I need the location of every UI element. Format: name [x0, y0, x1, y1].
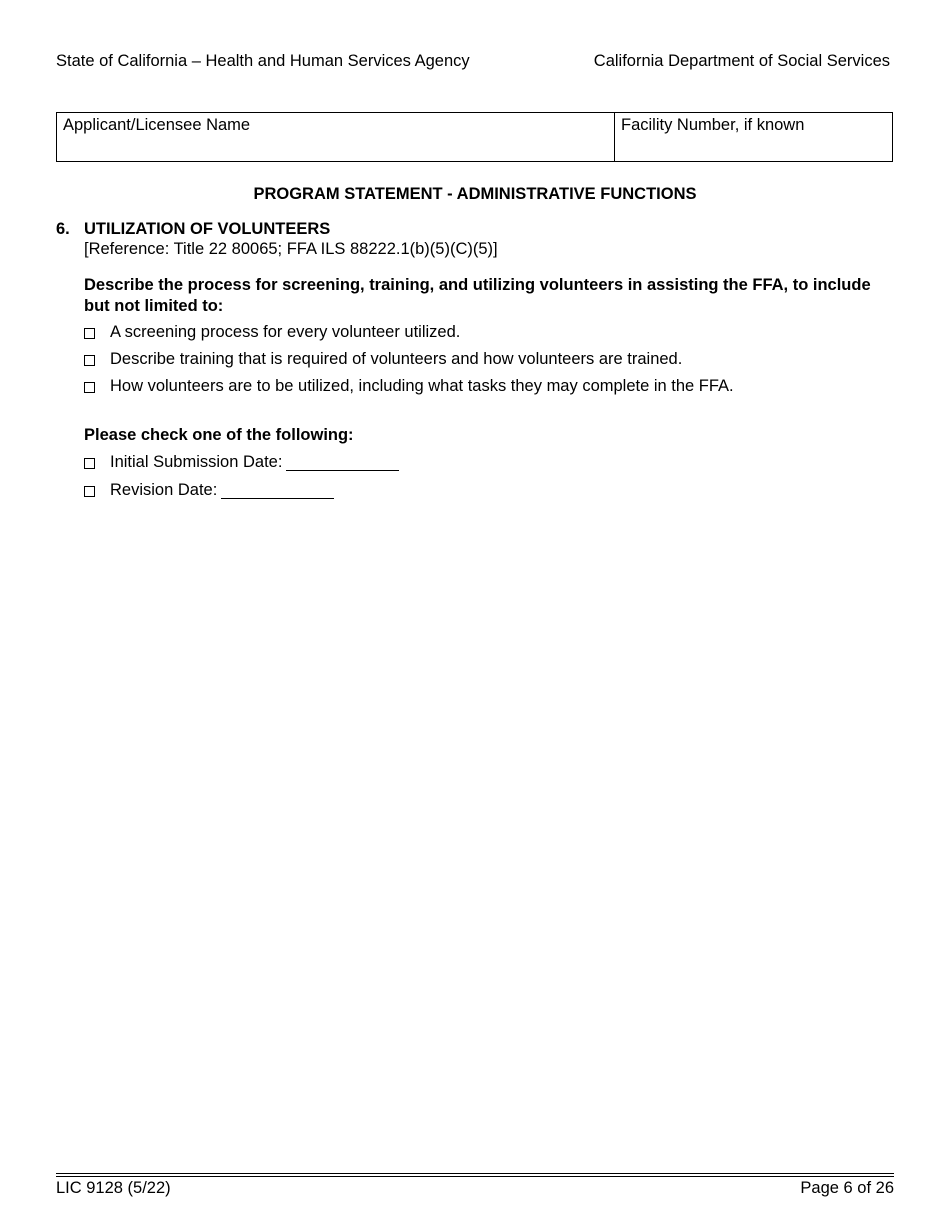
section-reference: [Reference: Title 22 80065; FFA ILS 88222.1(b)(5)(C)(5)] — [84, 240, 498, 258]
revision-label: Revision Date: — [110, 481, 218, 499]
applicant-name-label: Applicant/Licensee Name — [63, 116, 251, 134]
requirement-text: A screening process for every volunteer utilized. — [110, 323, 461, 341]
revision-date-field[interactable] — [221, 483, 334, 499]
department-header: California Department of Social Services — [593, 52, 890, 70]
form-title: PROGRAM STATEMENT - ADMINISTRATIVE FUNCTIONS — [253, 185, 697, 203]
footer-divider — [56, 1173, 894, 1174]
initial-submission-option — [84, 453, 399, 472]
applicant-info-table — [56, 112, 893, 162]
initial-submission-checkbox[interactable] — [84, 458, 95, 469]
checkbox-icon[interactable] — [84, 382, 95, 393]
requirement-item — [84, 323, 460, 342]
form-id: LIC 9128 (5/22) — [56, 1179, 171, 1197]
requirement-text: Describe training that is required of volunteers and how volunteers are trained. — [110, 350, 683, 368]
section-instructions: Describe the process for screening, training, and utilizing volunteers in assisting the FFA, to include but not limited to: — [84, 276, 871, 315]
checkbox-icon[interactable] — [84, 355, 95, 366]
requirement-item — [84, 377, 734, 396]
requirement-text: How volunteers are to be utilized, including what tasks they may complete in the FFA. — [110, 377, 734, 395]
footer-divider — [56, 1176, 894, 1177]
applicant-name-field[interactable] — [57, 113, 615, 161]
section-number: 6. — [56, 220, 70, 238]
initial-submission-date-field[interactable] — [286, 455, 399, 471]
submission-heading: Please check one of the following: — [84, 426, 354, 444]
section-title: UTILIZATION OF VOLUNTEERS — [84, 220, 331, 238]
requirement-item — [84, 350, 682, 369]
initial-submission-label: Initial Submission Date: — [110, 453, 283, 471]
revision-option — [84, 481, 334, 500]
facility-number-field[interactable] — [615, 113, 892, 161]
agency-header: State of California – Health and Human Services Agency — [56, 52, 470, 70]
page-number: Page 6 of 26 — [800, 1179, 894, 1197]
revision-checkbox[interactable] — [84, 486, 95, 497]
facility-number-label: Facility Number, if known — [621, 116, 805, 134]
checkbox-icon[interactable] — [84, 328, 95, 339]
